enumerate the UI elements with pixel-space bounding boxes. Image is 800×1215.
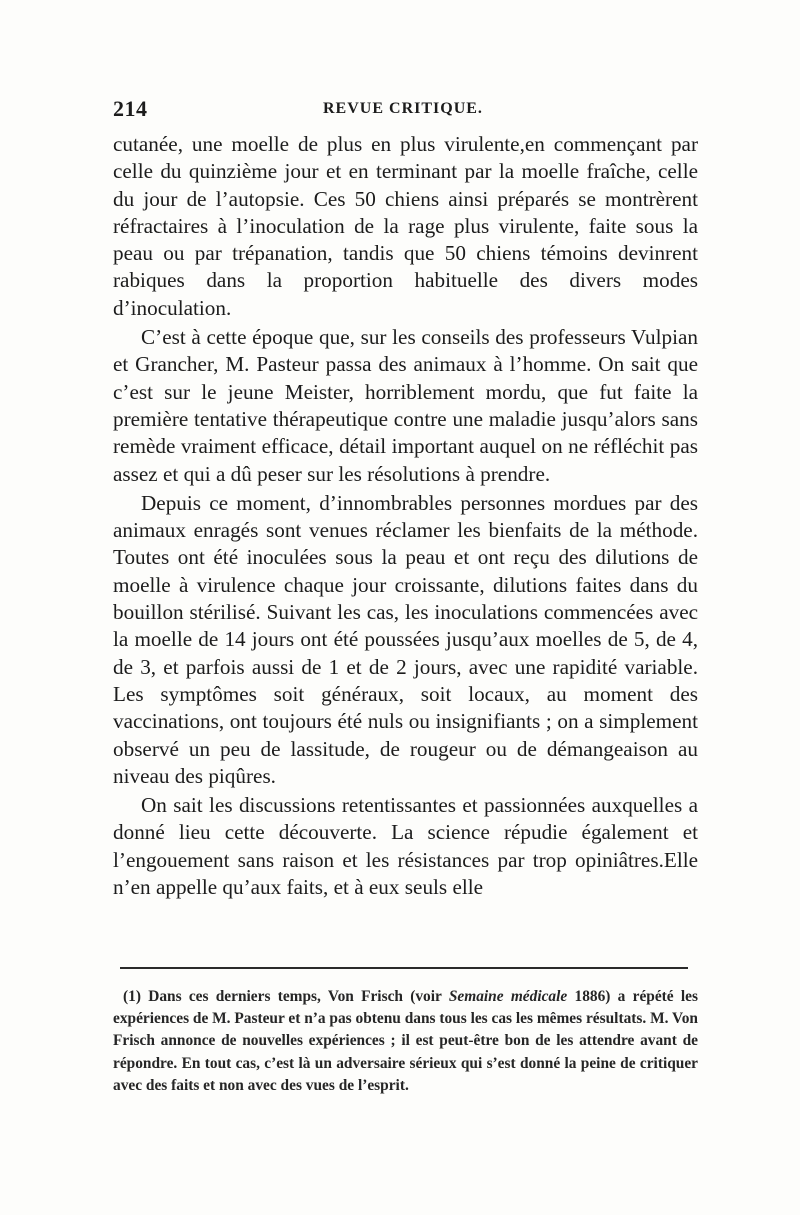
paragraph-discussions: On sait les discussions retentissantes et passionnées auxquelles a donné lieu cette découverte. La science répudie également et l’engouement sans raison et les résistances par trop opiniâtres.Elle n’en appelle qu’aux faits, et à eux seuls elle	[113, 793, 698, 900]
footnote-number: (1)	[123, 988, 141, 1005]
footnote	[113, 986, 698, 1097]
page-number: 214	[113, 96, 148, 121]
footnote-rule	[120, 967, 688, 969]
running-title: REVUE CRITIQUE.	[323, 100, 483, 117]
footnote-text-after: 1886) a répété les expériences de M. Pasteur et n’a pas obtenu dans tous les cas les mêmes résultats. M. Von Frisch annonce de nouvelles expériences ; il est peut-être bon de les attendre avant de répondre. En tout cas, c’est là un adversaire sérieux qui s’est donné la peine de critiquer avec des faits et non avec des vues de l’esprit.	[113, 988, 698, 1094]
paragraph-pasteur-meister: C’est à cette époque que, sur les conseils des professeurs Vulpian et Grancher, M. Pasteur passa des animaux à l’homme. On sait que c’est sur le jeune Meister, horriblement mordu, que fut faite la première tentative thérapeutique contre une maladie jusqu’alors sans remède vraiment efficace, détail important auquel on ne réfléchit pas assez et qui a dû peser sur les résolutions à prendre.	[113, 325, 698, 486]
footnote-journal-title: Semaine médicale	[448, 988, 568, 1005]
body-text	[113, 131, 698, 901]
footnote-text-before: Dans ces derniers temps, Von Frisch (voir	[148, 988, 442, 1005]
page-header	[113, 96, 691, 126]
paragraph-continuation: cutanée, une moelle de plus en plus virulente,en commençant par celle du quinzième jour et en terminant par la moelle fraîche, celle du jour de l’autopsie. Ces 50 chiens ainsi préparés se montrèrent réfractaires à l’inoculation de la rage plus virulente, faite sous la peau ou par trépanation, tandis que 50 chiens témoins devinrent rabiques dans la proportion habituelle des divers modes d’inoculation.	[113, 132, 698, 320]
paragraph-method: Depuis ce moment, d’innombrables personnes mordues par des animaux enragés sont venues réclamer les bienfaits de la méthode. Toutes ont été inoculées sous la peau et ont reçu des dilutions de moelle à virulence chaque jour croissante, dilutions faites dans du bouillon stérilisé. Suivant les cas, les inoculations commencées avec la moelle de 14 jours ont été poussées jusqu’aux moelles de 5, de 4, de 3, et parfois aussi de 1 et de 2 jours, avec une rapidité variable. Les symptômes soit généraux, soit locaux, au moment des vaccinations, ont toujours été nuls ou insignifiants ; on a simplement observé un peu de lassitude, de rougeur ou de démangeaison au niveau des piqûres.	[113, 490, 698, 788]
